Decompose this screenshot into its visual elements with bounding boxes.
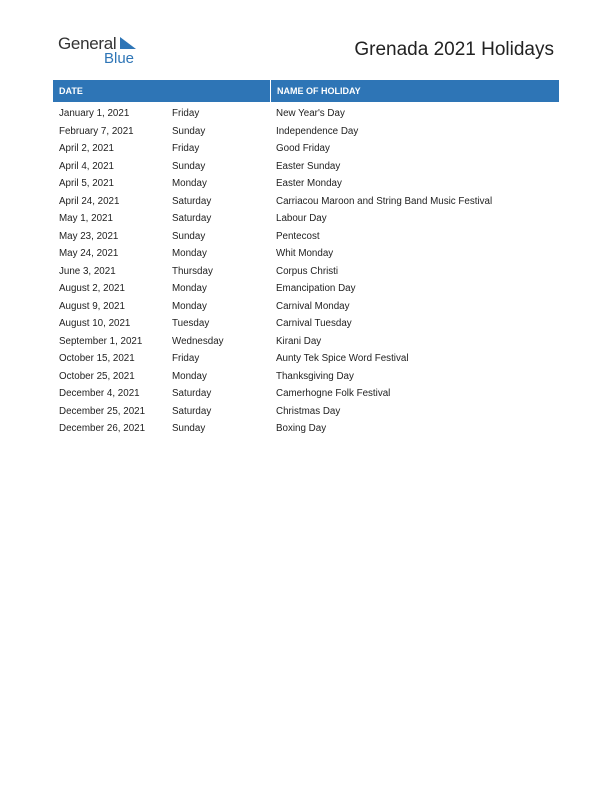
holiday-weekday: Tuesday xyxy=(172,318,210,329)
holiday-name: Carnival Monday xyxy=(276,300,350,312)
holiday-date: April 24, 2021 xyxy=(59,195,120,207)
page-title: Grenada 2021 Holidays xyxy=(354,39,554,60)
holiday-date: October 25, 2021 xyxy=(59,370,135,382)
table-row xyxy=(53,263,559,281)
holiday-weekday: Friday xyxy=(172,143,200,154)
table-row xyxy=(53,403,559,421)
table-row xyxy=(53,385,559,403)
holiday-weekday: Thursday xyxy=(172,265,213,277)
table-row xyxy=(53,193,559,211)
table-header xyxy=(53,80,559,102)
holiday-weekday: Monday xyxy=(172,178,207,189)
holiday-name: Boxing Day xyxy=(276,423,327,434)
logo-triangle-icon xyxy=(120,37,136,49)
holiday-name: Thanksgiving Day xyxy=(276,370,354,382)
holiday-date: February 7, 2021 xyxy=(59,125,134,137)
holiday-weekday: Friday xyxy=(172,353,200,364)
logo xyxy=(58,34,148,68)
table-row xyxy=(53,245,559,263)
holiday-date: April 2, 2021 xyxy=(59,143,115,154)
holiday-table xyxy=(53,80,559,438)
table-row xyxy=(53,105,559,123)
table-row xyxy=(53,333,559,351)
holiday-name: Carriacou Maroon and String Band Music Festival xyxy=(276,195,493,207)
holiday-name: Christmas Day xyxy=(276,405,341,417)
holiday-date: April 4, 2021 xyxy=(59,160,115,172)
table-row xyxy=(53,158,559,176)
table-row xyxy=(53,210,559,228)
holiday-name: Labour Day xyxy=(276,213,327,224)
holiday-date: December 25, 2021 xyxy=(59,405,146,417)
logo-text-general: General xyxy=(58,34,117,53)
holiday-name: Easter Sunday xyxy=(276,160,341,172)
holiday-name: Pentecost xyxy=(276,230,320,242)
holiday-date: September 1, 2021 xyxy=(59,335,143,347)
holiday-weekday: Monday xyxy=(172,248,207,259)
holiday-weekday: Sunday xyxy=(172,160,206,172)
holiday-name: Aunty Tek Spice Word Festival xyxy=(276,353,409,364)
holiday-date: October 15, 2021 xyxy=(59,353,135,364)
holiday-weekday: Monday xyxy=(172,283,207,294)
holiday-date: May 23, 2021 xyxy=(59,230,119,242)
table-row xyxy=(53,175,559,193)
table-row xyxy=(53,298,559,316)
holiday-name: Kirani Day xyxy=(276,335,322,347)
holiday-date: December 4, 2021 xyxy=(59,388,140,399)
holiday-date: August 10, 2021 xyxy=(59,318,131,329)
table-row xyxy=(53,228,559,246)
holiday-weekday: Saturday xyxy=(172,388,212,399)
table-row xyxy=(53,420,559,438)
holiday-date: August 2, 2021 xyxy=(59,283,125,294)
holiday-weekday: Sunday xyxy=(172,230,206,242)
holiday-date: August 9, 2021 xyxy=(59,300,125,312)
holiday-weekday: Wednesday xyxy=(172,335,224,347)
logo-text-blue: Blue xyxy=(104,50,135,67)
holiday-name: Easter Monday xyxy=(276,178,342,189)
holiday-weekday: Monday xyxy=(172,300,207,312)
holiday-weekday: Saturday xyxy=(172,405,212,417)
holiday-weekday: Saturday xyxy=(172,213,212,224)
holiday-name: Independence Day xyxy=(276,125,359,137)
holiday-date: June 3, 2021 xyxy=(59,265,116,277)
holiday-name: Camerhogne Folk Festival xyxy=(276,388,391,399)
table-row xyxy=(53,350,559,368)
holiday-date: May 1, 2021 xyxy=(59,213,113,224)
holiday-name: Emancipation Day xyxy=(276,283,356,294)
column-header-name: NAME OF HOLIDAY xyxy=(271,80,559,102)
holiday-date: May 24, 2021 xyxy=(59,248,119,259)
column-header-date: DATE xyxy=(53,80,270,102)
table-row xyxy=(53,315,559,333)
holiday-weekday: Sunday xyxy=(172,423,206,434)
table-row xyxy=(53,140,559,158)
holiday-weekday: Monday xyxy=(172,370,207,382)
holiday-date: April 5, 2021 xyxy=(59,178,115,189)
holiday-weekday: Saturday xyxy=(172,195,212,207)
holiday-name: New Year's Day xyxy=(276,108,345,119)
table-row xyxy=(53,123,559,141)
holiday-weekday: Sunday xyxy=(172,125,206,137)
table-row xyxy=(53,368,559,386)
holiday-name: Carnival Tuesday xyxy=(276,318,352,329)
holiday-date: January 1, 2021 xyxy=(59,108,130,119)
holiday-name: Good Friday xyxy=(276,143,330,154)
holiday-name: Corpus Christi xyxy=(276,265,339,277)
table-row xyxy=(53,280,559,298)
holiday-weekday: Friday xyxy=(172,108,200,119)
holiday-date: December 26, 2021 xyxy=(59,423,146,434)
table-body xyxy=(53,105,559,438)
holiday-name: Whit Monday xyxy=(276,248,334,259)
